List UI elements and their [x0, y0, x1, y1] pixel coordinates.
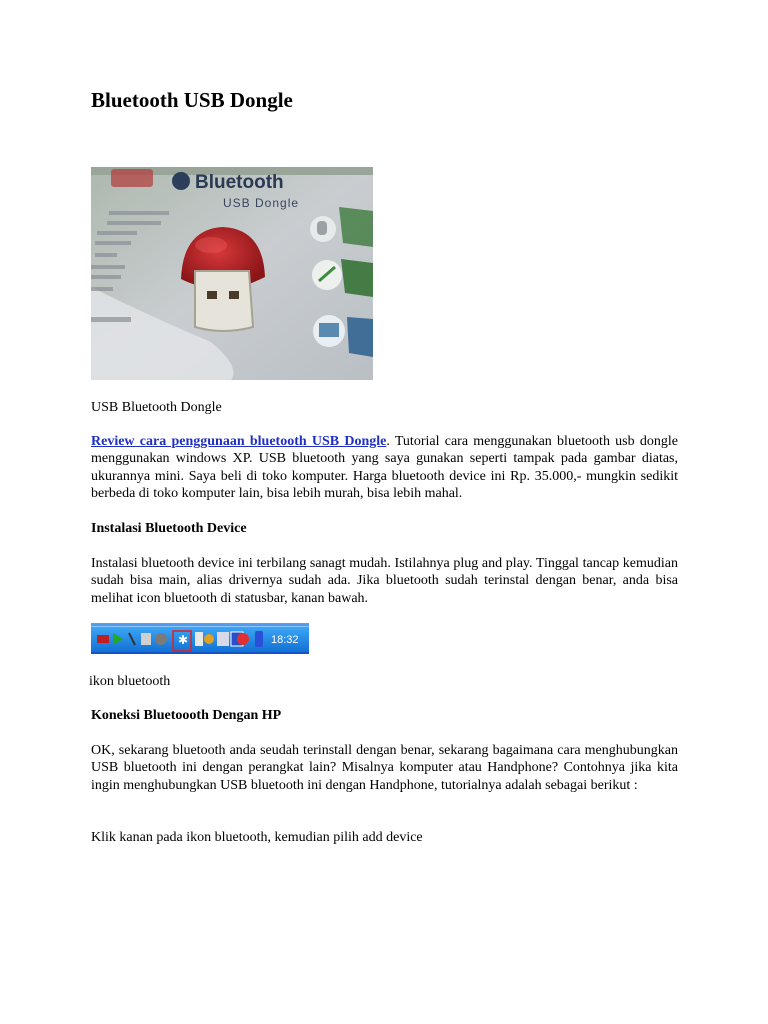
- step-paragraph: Klik kanan pada ikon bluetooth, kemudian pilih add device: [91, 830, 423, 845]
- photo-brand-text: Bluetooth: [195, 172, 284, 193]
- system-tray-screenshot: [91, 623, 309, 654]
- tray-clock: 18:32: [271, 634, 299, 646]
- bluetooth-dongle-photo: [91, 167, 373, 380]
- photo-caption: USB Bluetooth Dongle: [91, 400, 222, 415]
- section-heading-connect: Koneksi Bluetoooth Dengan HP: [91, 708, 282, 723]
- intro-paragraph: [91, 433, 678, 503]
- review-link[interactable]: Review cara penggunaan bluetooth USB Dongle: [91, 434, 387, 449]
- svg-text:✱: ✱: [178, 633, 189, 647]
- tray-caption: ikon bluetooth: [89, 674, 171, 689]
- photo-product-text: USB Dongle: [223, 196, 300, 210]
- intro-text: . Tutorial cara menggunakan bluetooth usb dongle menggunakan windows XP. USB bluetooth yang saya gunakan seperti tampak pada gambar diatas, ukurannya mini. Saya beli di toko komputer. Harga bluetooth device ini Rp. 35.000,- mungkin sedikit berbeda di toko komputer lain, bisa lebih murah, bisa lebih mahal.: [91, 434, 678, 502]
- connect-paragraph: OK, sekarang bluetooth anda seudah terinstall dengan benar, sekarang bagaimana cara menghubungkan USB bluetooth ini dengan perangkat lain? Misalnya komputer atau Handphone? Contohnya jika kita ingin menghubungkan USB bluetooth ini dengan Handphone, tutorialnya adalah sebagai berikut :: [91, 743, 678, 793]
- page-title: Bluetooth USB Dongle: [91, 88, 293, 112]
- install-paragraph: Instalasi bluetooth device ini terbilang sanagt mudah. Istilahnya plug and play. Tinggal tancap kemudian sudah bisa main, alias drivernya sudah ada. Jika bluetooth sudah terinstal dengan benar, anda bisa melihat icon bluetooth di statusbar, kanan bawah.: [91, 556, 678, 606]
- section-heading-install: Instalasi Bluetooth Device: [91, 521, 247, 536]
